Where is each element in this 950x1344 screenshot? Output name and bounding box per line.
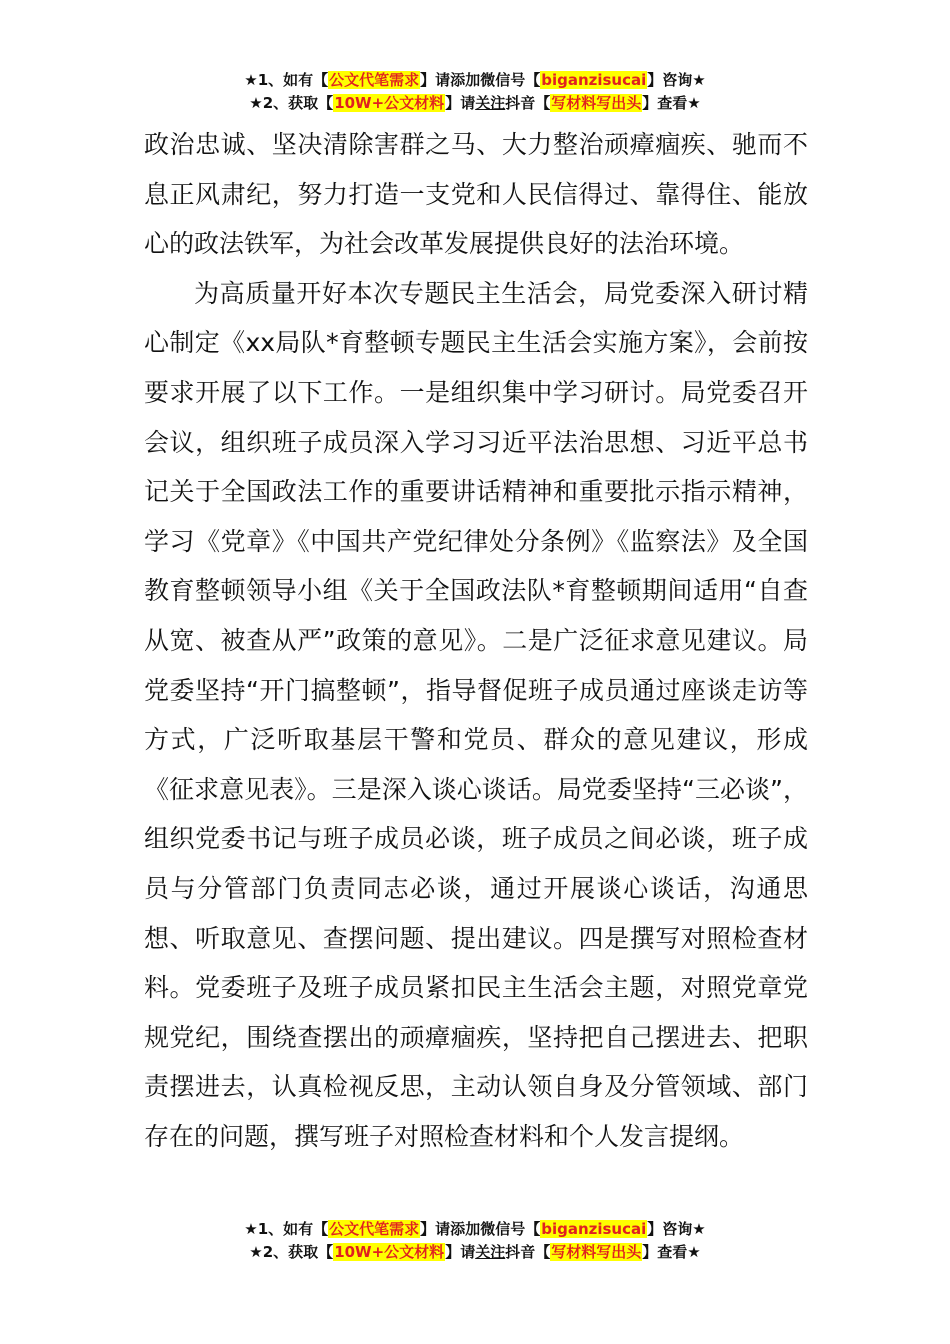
paragraph-2: 为高质量开好本次专题民主生活会，局党委深入研讨精心制定《xx局队*育整顿专题民主生活会实施方案》，会前按要求开展了以下工作。一是组织集中学习研讨。局党委召开会议，组织班子成员深入学习习近平法治思想、习近平总书记关于全国政法工作的重要讲话精神和重要批示指示精神，学习《党章》《中国共产党纪律处分条例》《监察法》及全国教育整顿领导小组《关于全国政法队*育整顿期间适用“自查从宽、被查从严”政策的意见》。二是广泛征求意见建议。局党委坚持“开门搞整顿”，指导督促班子成员通过座谈走访等方式，广泛听取基层干警和党员、群众的意见建议，形成《征求意见表》。三是深入谈心谈话。局党委坚持“三必谈”，组织党委书记与班子成员必谈，班子成员之间必谈，班子成员与分管部门负责同志必谈，通过开展谈心谈话，沟通思想、听取意见、查摆问题、提出建议。四是撰写对照检查材料。党委班子及班子成员紧扣民主生活会主题，对照党章党规党纪，围绕查摆出的顽瘴痼疾，坚持把自己摆进去、把职责摆进去，认真检视反思，主动认领自身及分管领域、部门存在的问题，撰写班子对照检查材料和个人发言提纲。 [144,278,808,1151]
paragraph-1: 政治忠诚、坚决清除害群之马、大力整治顽瘴痼疾、驰而不息正风肃纪，努力打造一支党和人民信得过、靠得住、能放心的政法铁军，为社会改革发展提供良好的法治环境。 [144,130,808,259]
header-line-1-prefix: ★1、如有【 [244,71,329,89]
header-line-2-prefix: ★2、获取【 [249,94,334,112]
highlight-douyin-account: 写材料写出头 [551,94,642,112]
header-line-1-suffix: 】咨询★ [647,71,706,89]
header-line-2-text-2: 抖音【 [505,94,551,112]
footer-highlight-wechat-id: biganzisucai [541,1220,647,1238]
footer-line-1-prefix: ★1、如有【 [244,1220,329,1238]
footer-highlight-materials: 10W+公文材料 [334,1243,445,1261]
footer-line-1 [0,1218,950,1241]
header-line-2 [0,92,950,115]
header-banner [0,69,950,115]
footer-line-1-suffix: 】咨询★ [647,1220,706,1238]
highlight-materials: 10W+公文材料 [334,94,445,112]
footer-line-2-prefix: ★2、获取【 [249,1243,334,1261]
footer-line-2-suffix: 】查看★ [642,1243,701,1261]
header-line-2-text: 】请 [445,94,476,112]
header-line-2-suffix: 】查看★ [642,94,701,112]
footer-highlight-douyin-account: 写材料写出头 [551,1243,642,1261]
header-line-2-underlined: 关注 [475,94,506,112]
footer-line-1-emph: 加 [465,1220,481,1238]
footer-line-2-text-2: 抖音【 [505,1243,551,1261]
header-line-1-text: 】请添 [420,71,466,89]
footer-line-2-underlined: 关注 [475,1243,506,1261]
footer-line-2 [0,1241,950,1264]
highlight-wechat-id: biganzisucai [541,71,647,89]
header-line-1-text-2: 微信号【 [480,71,541,89]
highlight-service: 公文代笔需求 [329,71,420,89]
footer-banner [0,1218,950,1264]
footer-line-1-text: 】请添 [420,1220,466,1238]
footer-highlight-service: 公文代笔需求 [329,1220,420,1238]
header-line-1 [0,69,950,92]
footer-line-1-text-2: 微信号【 [480,1220,541,1238]
header-line-1-emph: 加 [465,71,481,89]
footer-line-2-text: 】请 [445,1243,476,1261]
document-body [144,120,808,1161]
